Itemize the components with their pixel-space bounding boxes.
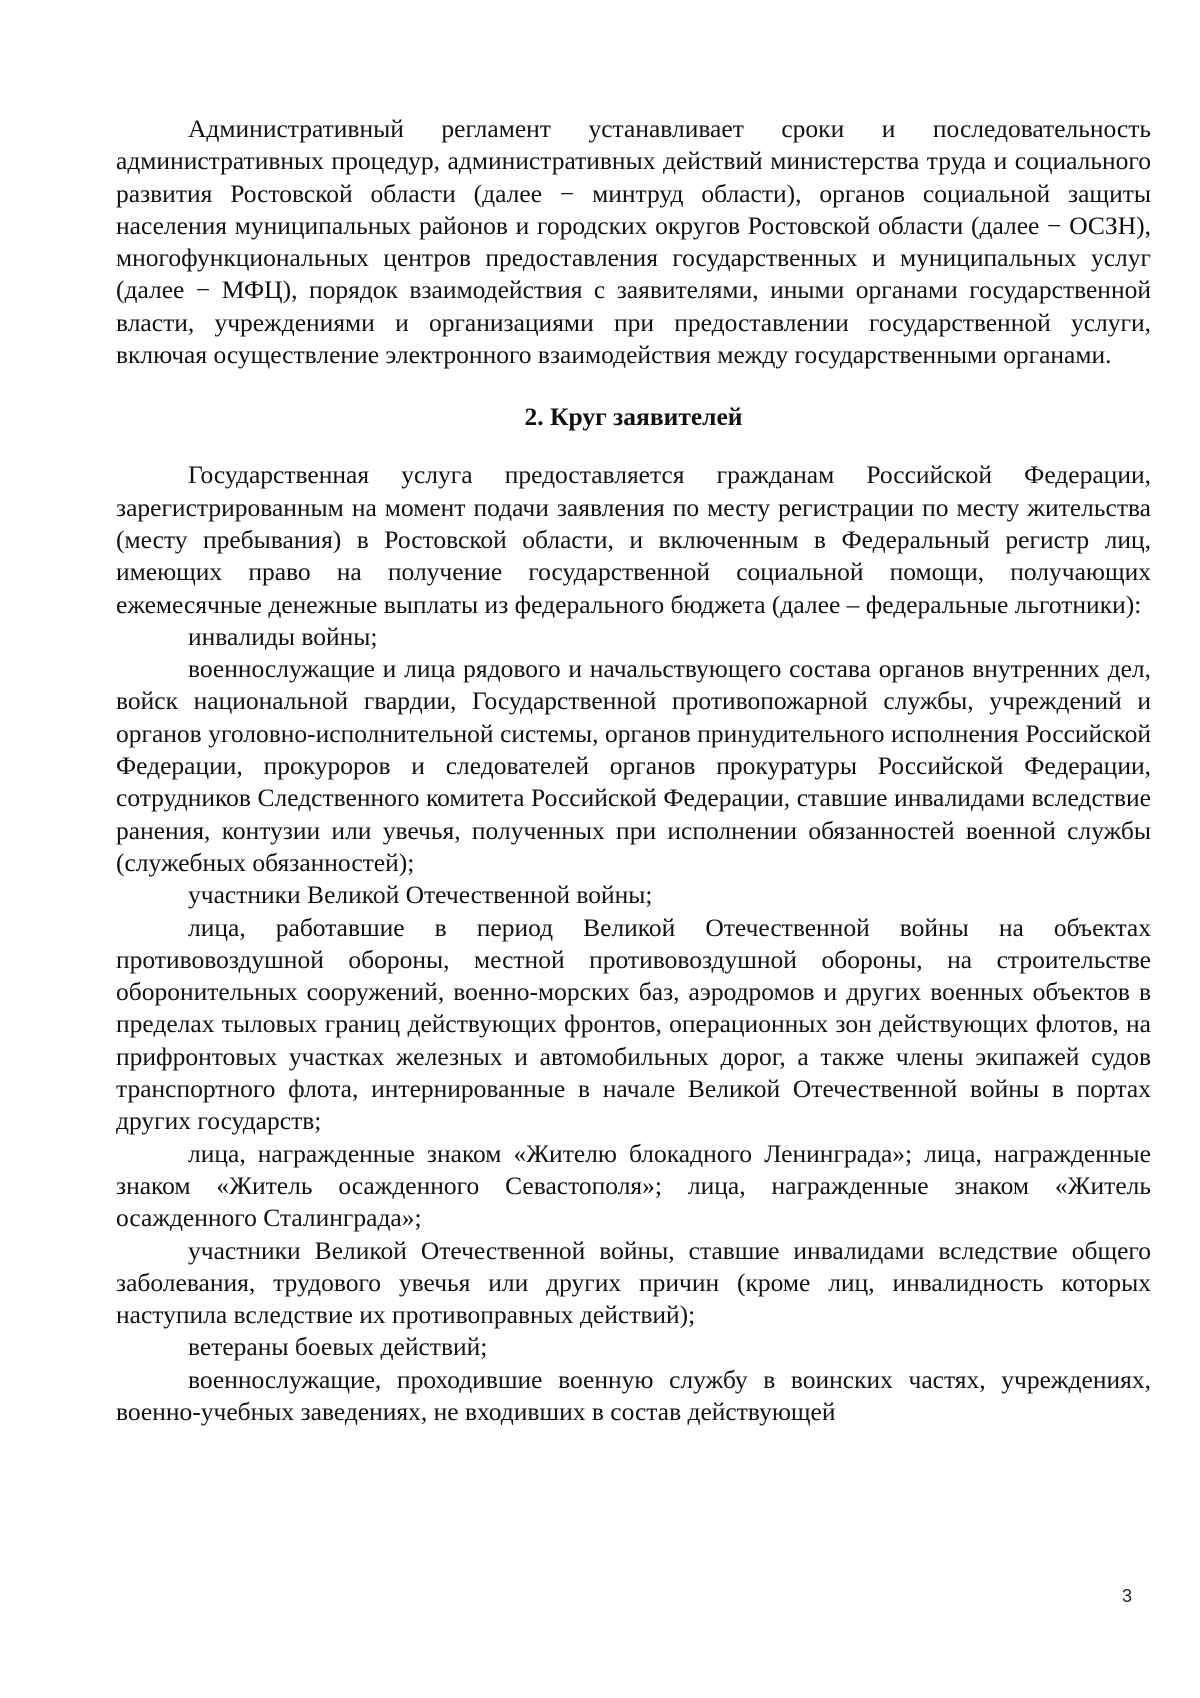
paragraph-applicants-intro: Государственная услуга предоставляется гражданам Российской Федерации, зарегистрированным на момент подачи заявления по месту регистрации по месту жительства (месту пребывания) в Ростовской области, и включенным в Федеральный регистр лиц, имеющих право на получение государственной социальной помощи, получающих ежемесячные денежные выплаты из федерального бюджета (далее – федеральные льготники): xyxy=(116,460,1151,619)
section-heading: 2. Круг заявителей xyxy=(524,402,743,432)
document-page xyxy=(116,113,1151,1428)
paragraph-wwii-participants-invalids: участники Великой Отечественной войны, ставшие инвалидами вследствие общего заболевания, трудового увечья или других причин (кроме лиц, инвалидность которых наступила вследствие их противоправных действий); xyxy=(116,1235,1151,1330)
paragraph-servicemen-units: военнослужащие, проходившие военную службу в воинских частях, учреждениях, военно-учебных заведениях, не входивших в состав действующей xyxy=(116,1364,1151,1426)
page-number: 3 xyxy=(1122,1586,1133,1606)
paragraph-servicemen-invalids: военнослужащие и лица рядового и начальствующего состава органов внутренних дел, войск национальной гвардии, Государственной противопожарной службы, учреждений и органов уголовно-исполнительной системы, органов принудительного исполнения Российской Федерации, прокуроров и следователей органов прокуратуры Российской Федерации, сотрудников Следственного комитета Российской Федерации, ставшие инвалидами вследствие ранения, контузии или увечья, полученных при исполнении обязанностей военной службы (служебных обязанностей); xyxy=(116,654,1151,877)
paragraph-combat-veterans: ветераны боевых действий; xyxy=(188,1332,488,1362)
paragraph-wartime-workers: лица, работавшие в период Великой Отечественной войны на объектах противовоздушной обороны, местной противовоздушной обороны, на строительстве оборонительных сооружений, военно-морских баз, аэродромов и других военных объектов в пределах тыловых границ действующих фронтов, операционных зон действующих флотов, на прифронтовых участках железных и автомобильных дорог, а также члены экипажей судов транспортного флота, интернированные в начале Великой Отечественной войны в портах других государств; xyxy=(116,912,1151,1136)
intro-paragraph: Административный регламент устанавливает сроки и последовательность административных процедур, административных действий министерства труда и социального развития Ростовской области (далее − минтруд области), органов социальной защиты населения муниципальных районов и городских округов Ростовской области (далее − ОСЗН), многофункциональных центров предоставления государственных и муниципальных услуг (далее − МФЦ), порядок взаимодействия с заявителями, иными органами государственной власти, учреждениями и организациями при предоставлении государственной услуги, включая осуществление электронного взаимодействия между государственными органами. xyxy=(116,114,1151,370)
paragraph-siege-badge-holders: лица, награжденные знаком «Жителю блокадного Ленинграда»; лица, награжденные знаком «Житель осажденного Севастополя»; лица, награжденные знаком «Житель осажденного Сталинграда»; xyxy=(116,1138,1151,1233)
paragraph-war-invalids: инвалиды войны; xyxy=(188,621,378,651)
paragraph-wwii-participants: участники Великой Отечественной войны; xyxy=(188,880,653,910)
